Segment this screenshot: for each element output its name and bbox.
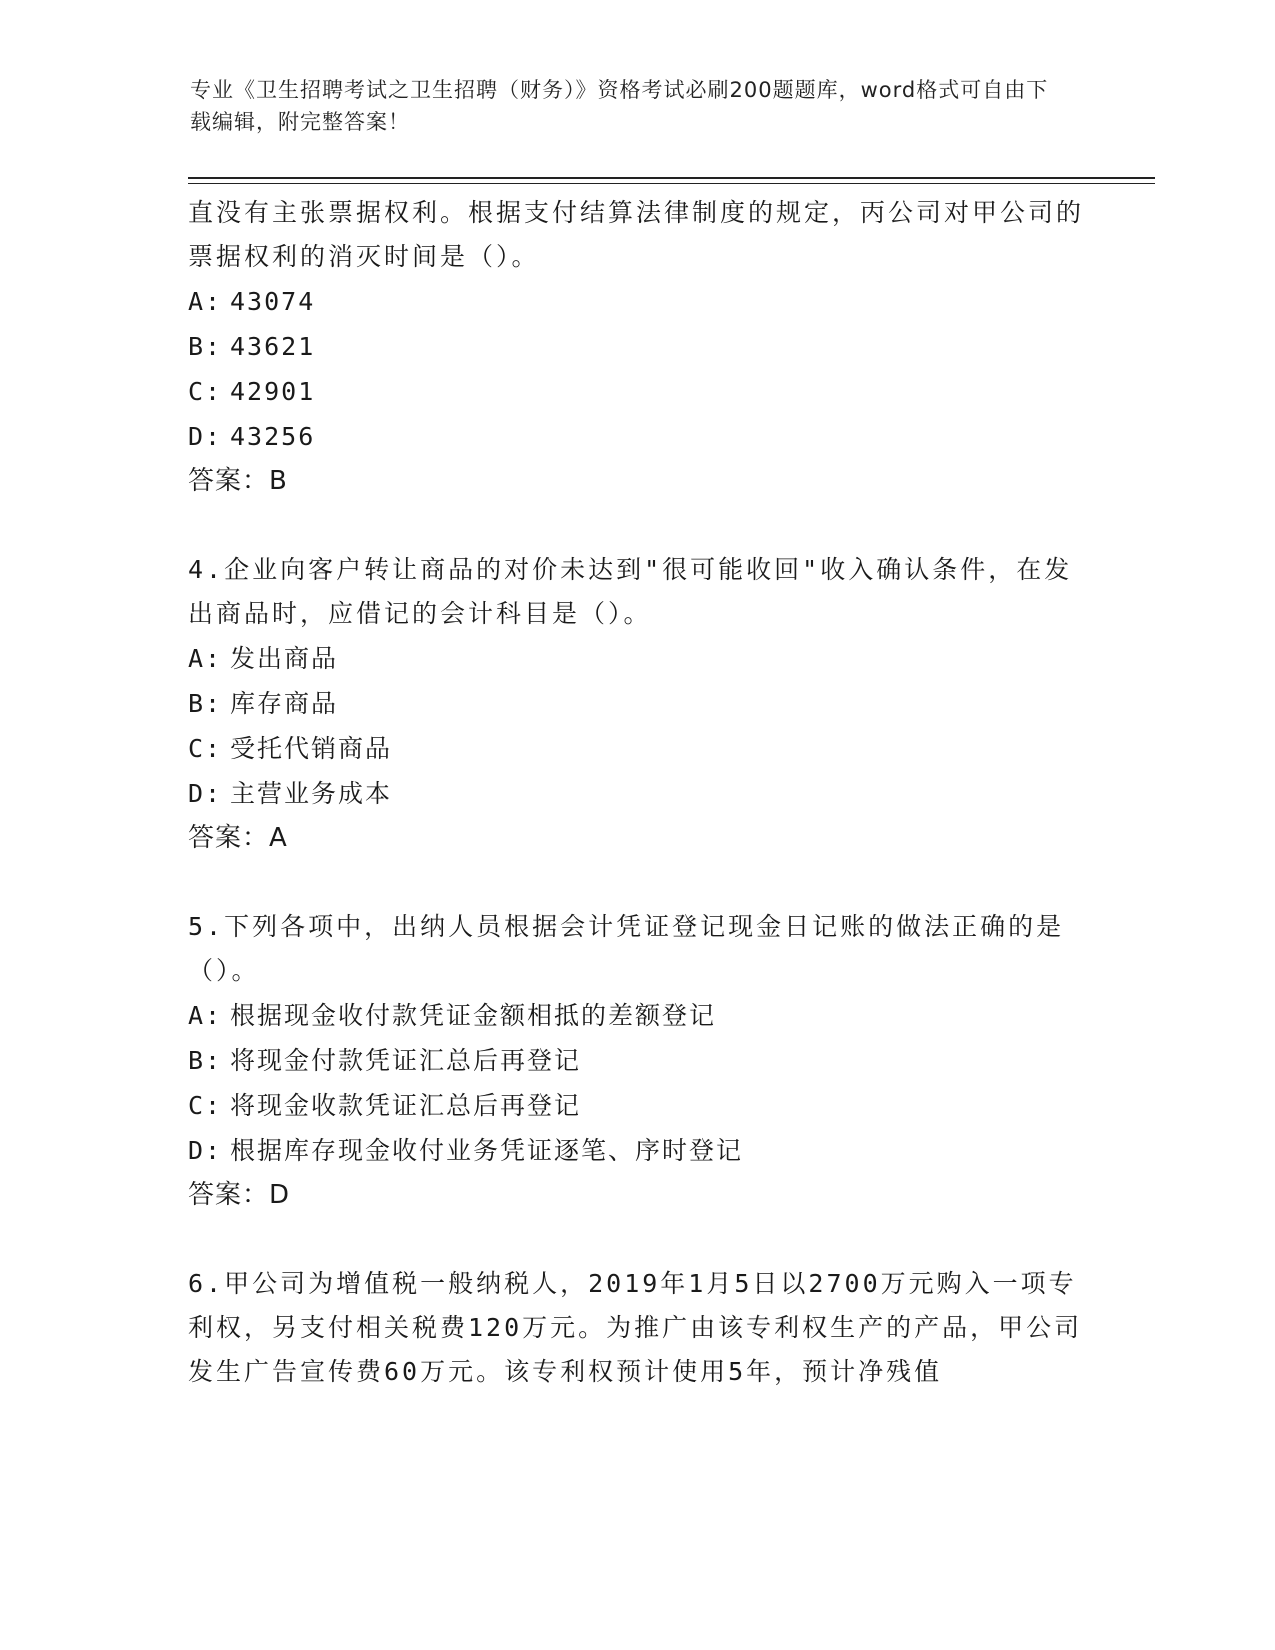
option-letter: D: [188, 1136, 223, 1165]
option-letter: C: [188, 377, 223, 406]
answer-label: 答案： [188, 1180, 270, 1210]
option-letter: D: [188, 422, 223, 451]
option-text: 将现金收款凭证汇总后再登记 [230, 1091, 582, 1120]
question-stem: 6.甲公司为增值税一般纳税人，2019年1月5日以2700万元购入一项专利权，另支付相关税费120万元。为推广由该专利权生产的产品，甲公司发生广告宣传费60万元。该专利权预计使用5年，预计净残值 [188, 1269, 1083, 1386]
answer-value: B [269, 466, 288, 496]
answer-value: A [269, 823, 288, 853]
option-d [188, 1128, 1088, 1173]
question-3 [188, 188, 1088, 503]
option-c [188, 369, 1088, 414]
answer-line [188, 816, 1088, 860]
spacer [188, 860, 1088, 902]
option-text: 主营业务成本 [230, 779, 393, 808]
option-a [188, 279, 1088, 324]
option-letter: D: [188, 779, 223, 808]
option-b [188, 324, 1088, 369]
option-c [188, 726, 1088, 771]
question-list [188, 188, 1088, 1394]
option-text: 库存商品 [230, 689, 339, 718]
header-divider-thin [188, 183, 1155, 184]
option-d [188, 414, 1088, 459]
option-letter: B: [188, 1046, 223, 1075]
option-a [188, 636, 1088, 681]
option-letter: A: [188, 287, 223, 316]
option-letter: A: [188, 1001, 223, 1030]
option-letter: C: [188, 734, 223, 763]
option-letter: A: [188, 644, 223, 673]
option-text: 43621 [230, 332, 316, 361]
question-stem: 直没有主张票据权利。根据支付结算法律制度的规定，丙公司对甲公司的票据权利的消灭时间是（）。 [188, 198, 1085, 271]
option-c [188, 1083, 1088, 1128]
option-b [188, 1038, 1088, 1083]
header-divider-thick [188, 177, 1155, 179]
question-5 [188, 902, 1088, 1217]
answer-line [188, 459, 1088, 503]
question-stem: 5.下列各项中，出纳人员根据会计凭证登记现金日记账的做法正确的是（）。 [188, 912, 1065, 985]
spacer [188, 503, 1088, 545]
option-d [188, 771, 1088, 816]
answer-label: 答案： [188, 466, 270, 496]
option-letter: C: [188, 1091, 223, 1120]
spacer [188, 1217, 1088, 1259]
option-letter: B: [188, 332, 223, 361]
option-text: 受托代销商品 [230, 734, 393, 763]
document-header: 专业《卫生招聘考试之卫生招聘（财务）》资格考试必刷200题题库，word格式可自由下载编辑，附完整答案！ [190, 78, 1049, 134]
option-text: 根据现金收付款凭证金额相抵的差额登记 [230, 1001, 717, 1030]
question-4 [188, 545, 1088, 860]
option-text: 42901 [230, 377, 316, 406]
answer-line [188, 1173, 1088, 1217]
option-text: 将现金付款凭证汇总后再登记 [230, 1046, 582, 1075]
answer-value: D [269, 1180, 291, 1210]
answer-label: 答案： [188, 823, 270, 853]
question-stem: 4.企业向客户转让商品的对价未达到"很可能收回"收入确认条件，在发出商品时，应借记的会计科目是（）。 [188, 555, 1073, 628]
question-6 [188, 1259, 1088, 1394]
option-b [188, 681, 1088, 726]
option-text: 43256 [230, 422, 316, 451]
option-text: 根据库存现金收付业务凭证逐笔、序时登记 [230, 1136, 744, 1165]
option-text: 43074 [230, 287, 316, 316]
option-a [188, 993, 1088, 1038]
option-letter: B: [188, 689, 223, 718]
option-text: 发出商品 [230, 644, 339, 673]
